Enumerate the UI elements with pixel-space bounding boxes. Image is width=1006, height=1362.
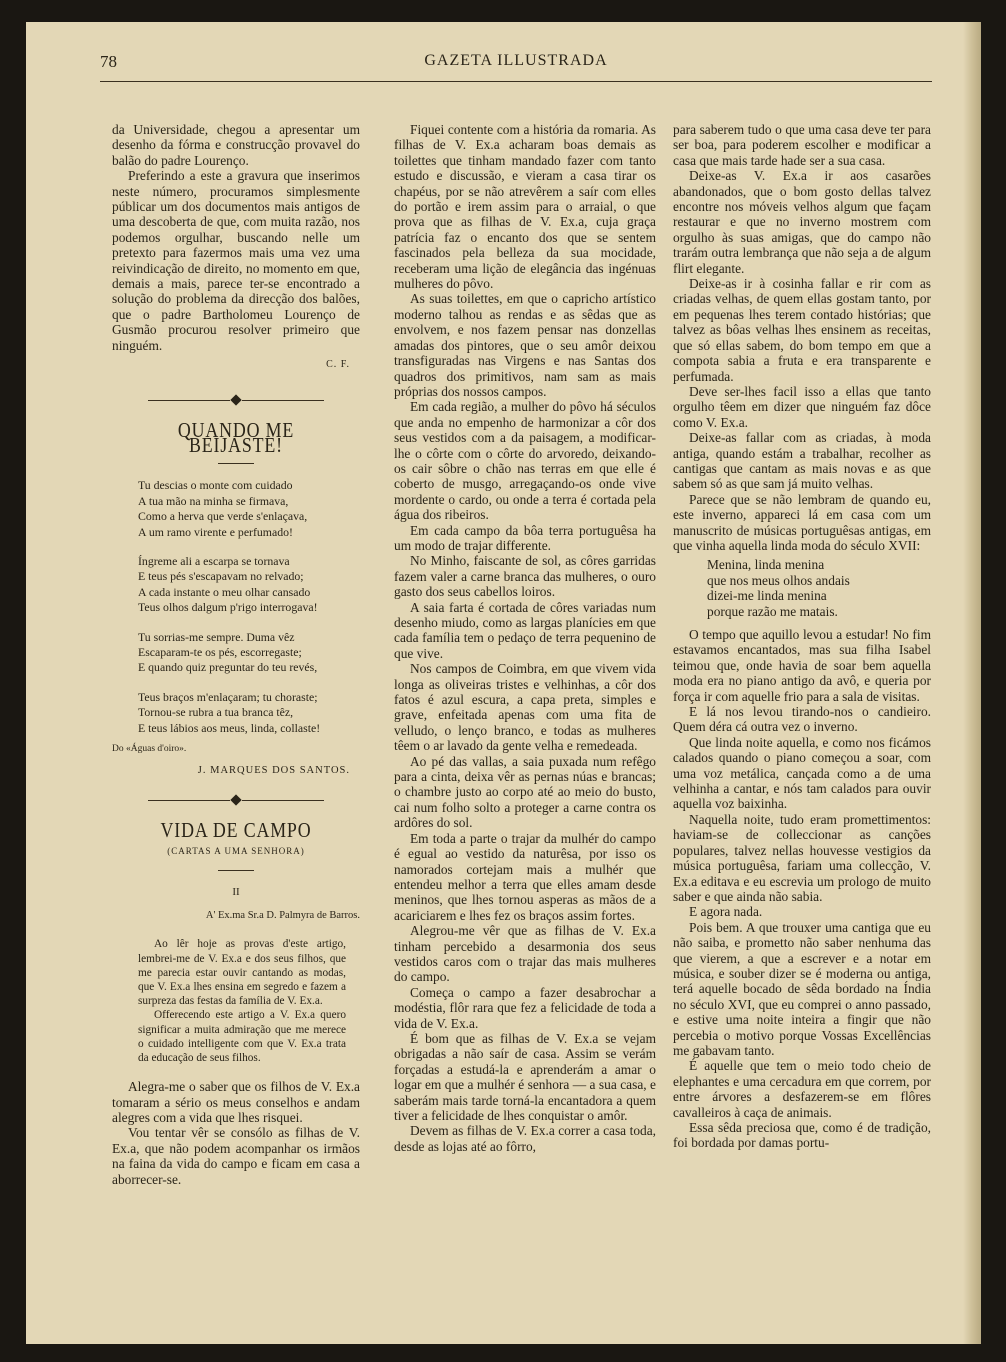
poem-line: E teus lábios aos meus, linda, collaste!	[138, 720, 321, 735]
paragraph: Que linda noite aquella, e como nos ficámos calados quando o piano começou a soar, com uma voz metálica, cançada como a de uma velhinha a cantar, e nós tam calados para ouvir aquella voz baixinha.	[673, 734, 931, 812]
poem-line: A cada instante o meu olhar cansado	[138, 584, 311, 599]
poem-author: J. MARQUES DOS SANTOS.	[197, 765, 350, 777]
paragraph: As suas toilettes, em que o capricho artístico moderno talhou as rendas e as sêdas que as envolvem, e nos fazem pensar nas donzellas amadas dos pintores, que o seu amôr deixou transfiguradas nas Virgens e nas Santas dos quadros dos primitivos, nam sam as mais próprias dos nossos campos.	[394, 291, 656, 399]
poem-source: Do «Águas d'oiro».	[112, 744, 187, 754]
article-number: II	[232, 885, 240, 898]
poem-line: Tu sorrias-me sempre. Duma vêz	[138, 629, 295, 644]
paragraph: Naquella noite, tudo eram promettimentos: haviam-se de colleccionar as canções populares, talvez nellas houvesse vestigios da música portuguêsa, fariam uma collecção, V. Ex.a editava e eu escrevia um prologo de muito saber e que ainda não sabia.	[673, 811, 931, 904]
paragraph: É aquelle que tem o meio todo cheio de elephantes e uma cercadura em que correm, por entre árvores a desfazerem-se em flôres cavalleiros à caça de animais.	[673, 1058, 931, 1120]
paragraph: A saia farta é cortada de côres variadas num desenho miudo, como as largas planícies em que cada família tem o pedaço de terra pequenino de que vive.	[394, 599, 656, 661]
poem-line: Escaparam-te os pés, escorregaste;	[138, 644, 302, 659]
page-edge	[963, 22, 981, 1344]
page-number: 78	[100, 52, 117, 71]
poem-line: Tornou-se rubra a tua branca têz,	[138, 705, 294, 720]
paragraph: Nos campos de Coimbra, em que vivem vida longa as oliveiras tristes e velhinhas, a côr dos fatos é azul escura, a capa preta, simples e grave, enfeitada apenas com uma fita de velludo, o lenço branco, e todas as mulheres têem o ar lavado da gente velha e remedeada.	[394, 661, 656, 754]
short-rule	[218, 463, 254, 464]
paragraph: da Universidade, chegou a apresentar um desenho da fórma e construcção provavel do balão do padre Lourenço.	[112, 122, 360, 168]
poem-line: Íngreme ali a escarpa se tornava	[138, 553, 290, 568]
paragraph: Deixe-as V. Ex.a ir aos casarões abandonados, que o bom gosto dellas talvez encontre nos móveis velhos algum que façam restaurar e que no inverno mostrem com orgulho às suas amigas, que do campo não trarám outra lembrança que não seja a de algum flirt elegante.	[673, 168, 931, 276]
poem-stanza	[138, 630, 360, 676]
dedication: A' Ex.ma Sr.a D. Palmyra de Barros.	[205, 910, 360, 922]
paragraph: O tempo que aquillo levou a estudar! No fim estavamos encantados, mas sua filha Isabel teimou que, onde havia de soar bem aquella moda era no piano antigo da avô, e queria por força ir com aquelle frio para a sala de visitas.	[673, 627, 931, 704]
paragraph: Preferindo a este a gravura que inserimos neste número, procuramos simplesmente públicar um dos documentos mais antigos de uma descoberta de que, com muita razão, nos podemos orgulhar, buscando nelle um pretexto para fazermos mais uma vez uma reivindicação de direito, no momento em que, demais a mais, parece ter-se encontrado a solução do problema da direcção dos balões, que o padre Bartholomeu Lourenço de Gusmão procurou resolver primeiro que ninguém.	[112, 168, 360, 353]
short-rule	[218, 870, 254, 871]
paragraph: para saberem tudo o que uma casa deve ter para ser boa, para poderem escolher e modificar a casa que mais tarde hade ser a sua casa.	[673, 122, 931, 168]
verse-line: dizei-me linda menina	[707, 588, 827, 604]
poem-line: Como a herva que verde s'enlaçava,	[138, 509, 308, 524]
paragraph: É bom que as filhas de V. Ex.a se vejam obrigadas a não saír de casa. Assim se verám forçadas a estudá-la e aprenderám a amar o logar em que a mulhér é senhora — a sua casa, e saberám mais tarde torná-la encantadora a quem tiver a felicidade de lhes conquistar o amôr.	[394, 1030, 656, 1123]
paragraph: Em cada região, a mulher do pôvo há séculos que anda no empenho de harmonizar a côr dos seus vestidos com a da paisagem, a modificar-lhe o côrte com o côrte do arvoredo, deixando-os cair sôbre o chão nas terras em que elle é coberto de musgo, arregaçando-os onde vive mordente o cardo, ou onde a terra é cortada pela água dos ribeiros.	[394, 399, 656, 523]
verse-line: porque razão me matais.	[707, 603, 838, 619]
paragraph: Alegra-me o saber que os filhos de V. Ex.a tomaram a sério os meus conselhos e andam alegres com a vida que lhes risquei.	[112, 1079, 360, 1126]
paragraph: Alegrou-me vêr que as filhas de V. Ex.a tinham percebido a desarmonia dos seus vestidos caros com o trajar das mais mulheres do campo.	[394, 923, 656, 985]
paragraph: E agora nada.	[689, 904, 763, 920]
poem-line: Teus braços m'enlaçaram; tu choraste;	[138, 689, 318, 704]
column-1	[112, 122, 360, 1187]
poem-line: A tua mão na minha se firmava,	[138, 493, 289, 508]
ornament-divider	[112, 791, 360, 811]
paragraph: Ao pé das vallas, a saia puxada num refêgo para a cinta, deixa vêr as pernas núas e brancas; o chambre justo ao corpo até ao meio do busto, cai num folho solto a proteger a carne contra os ardôres do sol.	[394, 753, 656, 831]
article-subtitle: (CARTAS A UMA SENHORA)	[167, 846, 305, 857]
paragraph: Offerecendo este artigo a V. Ex.a quero significar a muita admiração que me merece o cuidado intelligente com que V. Ex.a trata da educação de seus filhos.	[138, 1009, 346, 1065]
publication-title: GAZETA ILLUSTRADA	[424, 52, 608, 69]
song-verse	[673, 557, 931, 619]
article-intro	[112, 937, 360, 1065]
poem-stanza	[138, 690, 360, 736]
paragraph: Devem as filhas de V. Ex.a correr a casa toda, desde as lojas até ao fôrro,	[394, 1123, 656, 1154]
poem-line: E teus pés s'escapavam no relvado;	[138, 569, 304, 584]
paragraph: Vou tentar vêr se consólo as filhas de V. Ex.a, que não podem acompanhar os irmãos na faina da vida do campo e ficam em casa a aborrecer-se.	[112, 1125, 360, 1187]
paragraph: Ao lêr hoje as provas d'este artigo, lembrei-me de V. Ex.a e dos seus filhos, que me parecia estar ouvir cantando as modas, que V. Ex.a lhes ensina em segredo e fazem a surpreza das festas da família de V. Ex.a.	[138, 938, 346, 1008]
verse-line: Menina, linda menina	[707, 557, 825, 573]
poem-line: A um ramo virente e perfumado!	[138, 524, 293, 539]
page-header	[100, 52, 932, 80]
poem-line: Tu descias o monte com cuidado	[138, 478, 293, 493]
poem-line: Teus olhos dalgum p'rigo interrogava!	[138, 600, 318, 615]
paragraph: Em toda a parte o trajar da mulhér do campo é egual ao vestido da naturêsa, por isso os namorados cortejam mais a mulhér que entendeu melhor a terra que elles amam desde meninos, que lhes tornou asperas as mãos de a acariciarem e lhes fez os braços assim fortes.	[394, 830, 656, 923]
column-2	[394, 122, 656, 1154]
paragraph: Começa o campo a fazer desabrochar a modéstia, flôr rara que fez a felicidade de toda a vida de V. Ex.a.	[394, 984, 656, 1031]
paragraph: Pois bem. A que trouxer uma cantiga que eu não saiba, e prometto não saber nenhuma das que vierem, a que a escrever e a notar em música, e souber dizer se é moderna ou antiga, terá aquelle bocado de sêda bordado na Índia no século XVI, que eu comprei o anno passado, e estive uma noite inteira a fingir que não percebia o motivo porque Vossas Excellências me gabavam tanto.	[673, 919, 931, 1058]
header-rule	[100, 81, 932, 82]
poem	[112, 478, 360, 736]
paragraph: Essa sêda preciosa que, como é de tradição, foi bordada por damas portu-	[673, 1120, 931, 1151]
paragraph: Em cada campo da bôa terra portuguêsa ha um modo de trajar differente.	[394, 522, 656, 553]
paragraph: Deixe-as ir à cosinha fallar e rir com as criadas velhas, de quem ellas gostam tanto, por em pequenas lhes terem contado histórias; que talvez as bôas velhas lhes ensinem as receitas, que só ellas sabem, do bom tempo em que a compota sabia a fruta e era transparente e perfumada.	[673, 276, 931, 384]
poem-stanza	[138, 478, 360, 540]
paragraph: Deve ser-lhes facil isso a ellas que tanto orgulho têem em dizer que ninguém faz dôce como V. Ex.a.	[673, 383, 931, 430]
paragraph: Fiquei contente com a história da romaria. As filhas de V. Ex.a acharam boas demais as toilettes que tinham mandado fazer com tanto estudo e discussão, e vieram a casa tirar os chapéus, por se não atrevêrem a saír com elles do portão e irem assim para o arraial, o que prova que as filhas de V. Ex.a, cuja graça patrícia faz o encanto dos que se sentem fascinados pela belleza da sua mocidade, receberam uma lição de elegância das ingénuas mulheres do pôvo.	[394, 122, 656, 292]
paragraph: No Minho, faiscante de sol, as côres garridas fazem valer a carne branca das mulheres, o ouro gasto dos seus cabellos loiros.	[394, 553, 656, 600]
article-title: VIDA DE CAMPO	[160, 817, 312, 842]
column-3	[673, 122, 931, 1151]
verse-line: que nos meus olhos andais	[707, 572, 850, 588]
ornament-divider	[112, 391, 360, 411]
poem-line: E quando quiz preguntar do teu revés,	[138, 660, 318, 675]
signature: C. F.	[326, 359, 350, 371]
poem-title: QUANDO ME BEIJASTE!	[177, 417, 295, 457]
paragraph: Deixe-as fallar com as criadas, à moda antiga, quando estám a trabalhar, recolher as cantigas que cantam as mais novas e as que sabem só as que sam já muito velhas.	[673, 430, 931, 492]
poem-stanza	[138, 554, 360, 616]
paragraph: Parece que se não lembram de quando eu, este inverno, appareci lá em casa com um manuscrito de músicas portuguêsas antigas, em que vinha aquella linda moda do século XVII:	[673, 491, 931, 553]
paragraph: E lá nos levou tirando-nos o candieiro. Quem déra cá outra vez o inverno.	[673, 704, 931, 735]
